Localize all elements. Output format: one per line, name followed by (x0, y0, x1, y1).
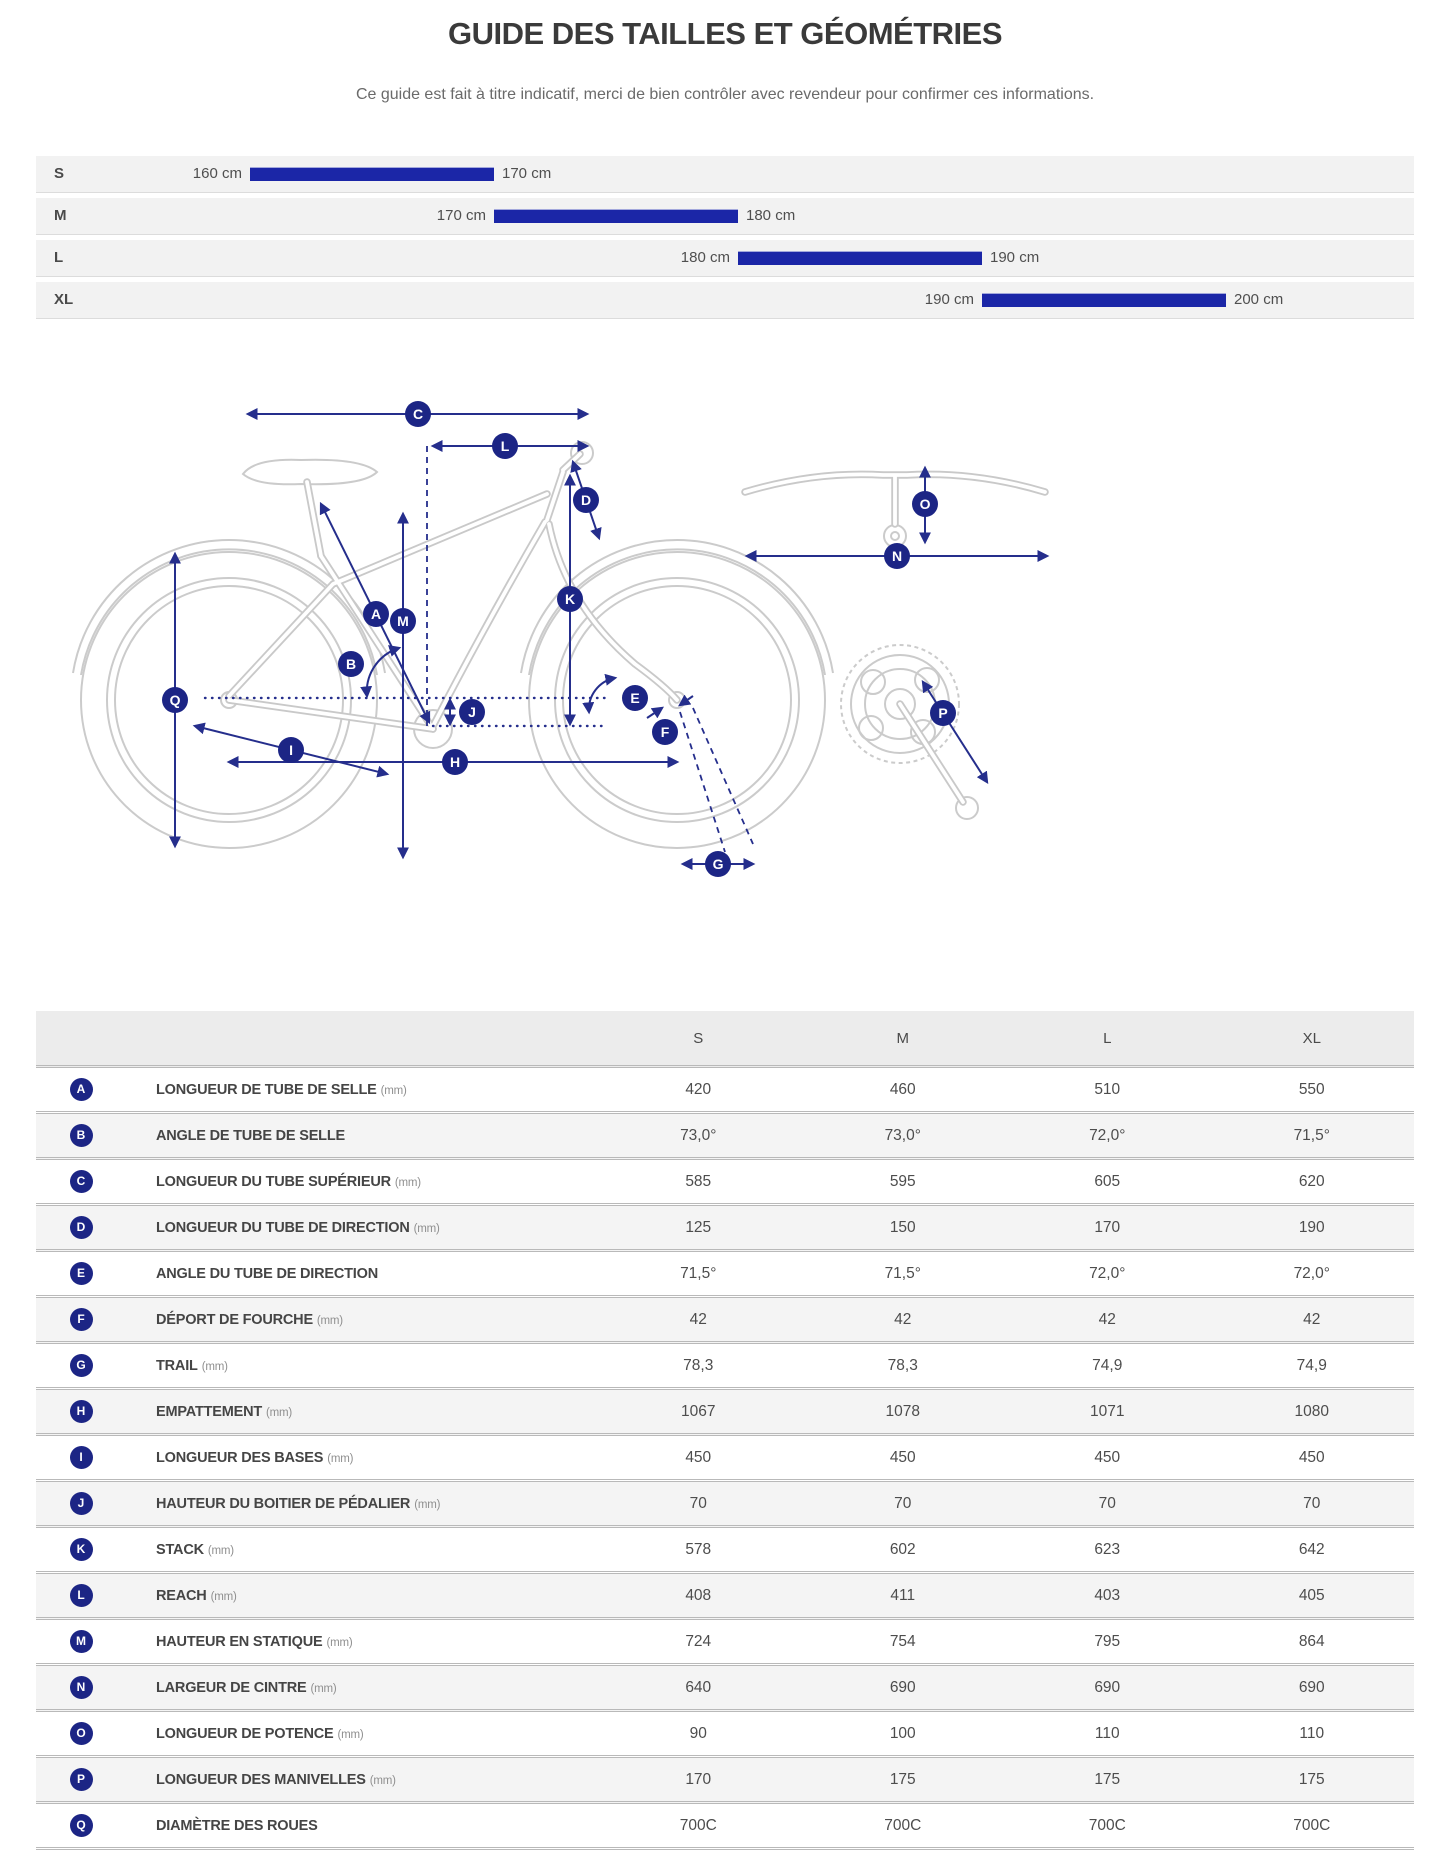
marker-c (405, 401, 431, 427)
table-row-k (36, 1527, 1414, 1573)
row-badge: I (70, 1446, 93, 1469)
marker-f (652, 719, 678, 745)
svg-text:E: E (630, 690, 640, 706)
row-value: 90 (689, 1724, 707, 1742)
row-value: 1071 (1090, 1402, 1125, 1420)
row-badge: K (70, 1538, 93, 1561)
row-value: 1078 (885, 1402, 920, 1420)
table-row-o (36, 1711, 1414, 1757)
row-badge: J (70, 1492, 93, 1515)
row-value: 74,9 (1296, 1356, 1327, 1374)
table-row-g (36, 1343, 1414, 1389)
marker-p (930, 700, 956, 726)
table-row-l (36, 1573, 1414, 1619)
row-value: 864 (1298, 1632, 1325, 1650)
table-row-h (36, 1389, 1414, 1435)
row-value: 602 (889, 1540, 916, 1558)
row-value: 42 (1303, 1310, 1321, 1328)
row-value: 190 (1298, 1218, 1325, 1236)
header-size-m: M (801, 1011, 1006, 1067)
svg-text:A: A (370, 606, 382, 622)
row-value: 170 (685, 1770, 712, 1788)
svg-text:O: O (919, 496, 931, 512)
marker-q (162, 687, 188, 713)
row-badge: L (70, 1584, 93, 1607)
row-label: HAUTEUR DU BOITIER DE PÉDALIER (mm) (156, 1495, 441, 1512)
table-header-row (36, 1011, 1414, 1067)
row-unit: (mm) (327, 1452, 354, 1465)
row-badge: D (70, 1216, 93, 1239)
row-unit: (mm) (266, 1406, 293, 1419)
svg-text:L: L (500, 438, 510, 454)
marker-l (492, 433, 518, 459)
row-unit: (mm) (326, 1636, 353, 1649)
row-value: 700C (1088, 1816, 1126, 1834)
row-label: LONGUEUR DE POTENCE (mm) (156, 1725, 364, 1742)
row-unit: (mm) (380, 1084, 407, 1097)
row-value: 700C (884, 1816, 922, 1834)
row-value: 640 (685, 1678, 712, 1696)
svg-text:G: G (712, 856, 724, 872)
marker-b (338, 651, 364, 677)
height-range-bar (250, 167, 494, 181)
bar-min-label: 190 cm (924, 291, 974, 308)
table-row-c (36, 1159, 1414, 1205)
row-value: 78,3 (683, 1356, 714, 1374)
geometry-diagram (35, 374, 1415, 1009)
row-value: 795 (1094, 1632, 1121, 1650)
row-value: 700C (1293, 1816, 1331, 1834)
row-badge: G (70, 1354, 93, 1377)
row-label: ANGLE DE TUBE DE SELLE (156, 1127, 345, 1144)
row-value: 450 (685, 1448, 712, 1466)
row-value: 42 (894, 1310, 912, 1328)
table-row-q (36, 1803, 1414, 1849)
height-range-bar (494, 209, 738, 223)
svg-text:H: H (449, 754, 461, 770)
svg-text:M: M (397, 613, 409, 629)
marker-e (622, 685, 648, 711)
marker-n (884, 543, 910, 569)
table-row-d (36, 1205, 1414, 1251)
row-unit: (mm) (337, 1728, 364, 1741)
height-range-bar (982, 293, 1226, 307)
size-label: S (54, 165, 65, 182)
bar-max-label: 200 cm (1234, 291, 1284, 308)
row-label: DÉPORT DE FOURCHE (mm) (156, 1311, 343, 1328)
row-value: 408 (685, 1586, 712, 1604)
row-unit: (mm) (414, 1498, 441, 1511)
row-value: 690 (1094, 1678, 1121, 1696)
row-label: EMPATTEMENT (mm) (156, 1403, 293, 1420)
marker-o (912, 491, 938, 517)
row-value: 175 (1298, 1770, 1325, 1788)
size-row-l (36, 240, 1414, 276)
row-badge: Q (70, 1814, 93, 1837)
row-value: 71,5° (680, 1264, 717, 1282)
marker-d (573, 487, 599, 513)
row-label: LONGUEUR DES MANIVELLES (mm) (156, 1771, 396, 1788)
row-label: LARGEUR DE CINTRE (mm) (156, 1679, 337, 1696)
row-value: 642 (1298, 1540, 1325, 1558)
geometry-table (36, 1011, 1414, 1850)
row-value: 1080 (1294, 1402, 1329, 1420)
table-row-j (36, 1481, 1414, 1527)
marker-m (390, 608, 416, 634)
row-value: 700C (679, 1816, 717, 1834)
header-size-s: S (596, 1011, 801, 1067)
row-value: 724 (685, 1632, 712, 1650)
header-size-xl: XL (1210, 1011, 1415, 1067)
row-value: 754 (889, 1632, 916, 1650)
row-badge: P (70, 1768, 93, 1791)
marker-k (557, 586, 583, 612)
marker-j (459, 699, 485, 725)
row-value: 72,0° (1089, 1126, 1126, 1144)
row-label: STACK (mm) (156, 1541, 234, 1558)
svg-text:J: J (468, 704, 476, 720)
row-value: 620 (1298, 1172, 1325, 1190)
row-value: 460 (889, 1080, 916, 1098)
row-value: 690 (1298, 1678, 1325, 1696)
row-value: 605 (1094, 1172, 1121, 1190)
size-row-s (36, 156, 1414, 192)
svg-text:F: F (660, 724, 670, 740)
svg-text:K: K (564, 591, 576, 607)
svg-text:B: B (345, 656, 357, 672)
row-label: ANGLE DU TUBE DE DIRECTION (156, 1265, 378, 1282)
row-value: 42 (1098, 1310, 1116, 1328)
row-value: 450 (889, 1448, 916, 1466)
row-value: 585 (685, 1172, 712, 1190)
row-badge: E (70, 1262, 93, 1285)
row-badge: C (70, 1170, 93, 1193)
size-label: M (54, 207, 67, 224)
row-value: 70 (894, 1494, 912, 1512)
row-value: 78,3 (887, 1356, 918, 1374)
page-subtitle: Ce guide est fait à titre indicatif, merci de bien contrôler avec revendeur pour confirmer ces informations. (355, 86, 1095, 103)
bar-min-label: 180 cm (680, 249, 730, 266)
row-value: 73,0° (680, 1126, 717, 1144)
size-label: XL (54, 291, 74, 308)
header-badge-col (36, 1011, 126, 1067)
row-badge: A (70, 1078, 93, 1101)
row-value: 450 (1094, 1448, 1121, 1466)
row-value: 70 (689, 1494, 707, 1512)
row-value: 450 (1298, 1448, 1325, 1466)
row-value: 170 (1094, 1218, 1121, 1236)
row-value: 42 (689, 1310, 707, 1328)
row-unit: (mm) (201, 1360, 228, 1373)
row-value: 70 (1098, 1494, 1116, 1512)
row-value: 72,0° (1089, 1264, 1126, 1282)
row-badge: B (70, 1124, 93, 1147)
row-label: LONGUEUR DE TUBE DE SELLE (mm) (156, 1081, 407, 1098)
row-label: DIAMÈTRE DES ROUES (156, 1817, 318, 1834)
row-unit: (mm) (207, 1544, 234, 1557)
row-badge: N (70, 1676, 93, 1699)
row-value: 71,5° (884, 1264, 921, 1282)
svg-text:P: P (938, 705, 948, 721)
table-row-e (36, 1251, 1414, 1297)
row-value: 110 (1299, 1724, 1325, 1742)
svg-text:N: N (891, 548, 903, 564)
page-header (0, 0, 1450, 104)
row-value: 690 (889, 1678, 916, 1696)
row-value: 175 (889, 1770, 916, 1788)
row-badge: M (70, 1630, 93, 1653)
header-size-l: L (1005, 1011, 1210, 1067)
header-label-col (126, 1011, 596, 1067)
row-label: LONGUEUR DES BASES (mm) (156, 1449, 354, 1466)
row-value: 595 (889, 1172, 916, 1190)
row-value: 405 (1298, 1586, 1325, 1604)
row-unit: (mm) (413, 1222, 440, 1235)
svg-text:Q: Q (169, 692, 181, 708)
bar-max-label: 180 cm (746, 207, 796, 224)
row-value: 175 (1094, 1770, 1121, 1788)
table-row-m (36, 1619, 1414, 1665)
height-range-bar (738, 251, 982, 265)
row-value: 411 (890, 1586, 916, 1604)
row-label: TRAIL (mm) (156, 1357, 228, 1374)
marker-h (442, 749, 468, 775)
row-value: 578 (685, 1540, 712, 1558)
row-value: 70 (1303, 1494, 1321, 1512)
row-value: 420 (685, 1080, 712, 1098)
row-value: 71,5° (1293, 1126, 1330, 1144)
row-value: 110 (1094, 1724, 1120, 1742)
row-unit: (mm) (394, 1176, 421, 1189)
size-chart (36, 156, 1414, 318)
row-label: LONGUEUR DU TUBE SUPÉRIEUR (mm) (156, 1173, 421, 1190)
marker-a (363, 601, 389, 627)
row-unit: (mm) (316, 1314, 343, 1327)
bar-max-label: 190 cm (990, 249, 1040, 266)
svg-text:C: C (412, 406, 424, 422)
page-title: GUIDE DES TAILLES ET GÉOMÉTRIES (447, 16, 1003, 51)
row-value: 403 (1094, 1586, 1121, 1604)
table-row-i (36, 1435, 1414, 1481)
table-row-a (36, 1067, 1414, 1113)
table-row-b (36, 1113, 1414, 1159)
row-badge: F (70, 1308, 93, 1331)
row-value: 73,0° (884, 1126, 921, 1144)
bar-max-label: 170 cm (502, 165, 552, 182)
row-badge: O (70, 1722, 93, 1745)
table-row-f (36, 1297, 1414, 1343)
row-label: HAUTEUR EN STATIQUE (mm) (156, 1633, 353, 1650)
bar-min-label: 160 cm (192, 165, 242, 182)
bike-geometry-svg (35, 374, 1415, 1004)
bar-min-label: 170 cm (436, 207, 486, 224)
row-value: 150 (889, 1218, 916, 1236)
row-value: 125 (685, 1218, 712, 1236)
size-row-xl (36, 282, 1414, 318)
table-row-n (36, 1665, 1414, 1711)
row-value: 1067 (681, 1402, 716, 1420)
row-label: LONGUEUR DU TUBE DE DIRECTION (mm) (156, 1219, 440, 1236)
row-value: 550 (1298, 1080, 1325, 1098)
row-badge: H (70, 1400, 93, 1423)
svg-text:I: I (289, 742, 293, 758)
row-label: REACH (mm) (156, 1587, 237, 1604)
row-value: 623 (1094, 1540, 1121, 1558)
row-unit: (mm) (310, 1682, 337, 1695)
marker-g (705, 851, 731, 877)
size-label: L (54, 249, 64, 266)
row-value: 72,0° (1293, 1264, 1330, 1282)
table-row-p (36, 1757, 1414, 1803)
row-unit: (mm) (369, 1774, 396, 1787)
marker-i (278, 737, 304, 763)
row-value: 100 (889, 1724, 916, 1742)
row-value: 74,9 (1092, 1356, 1123, 1374)
row-unit: (mm) (210, 1590, 237, 1603)
size-row-m (36, 198, 1414, 234)
row-value: 510 (1094, 1080, 1121, 1098)
svg-text:D: D (580, 492, 592, 508)
